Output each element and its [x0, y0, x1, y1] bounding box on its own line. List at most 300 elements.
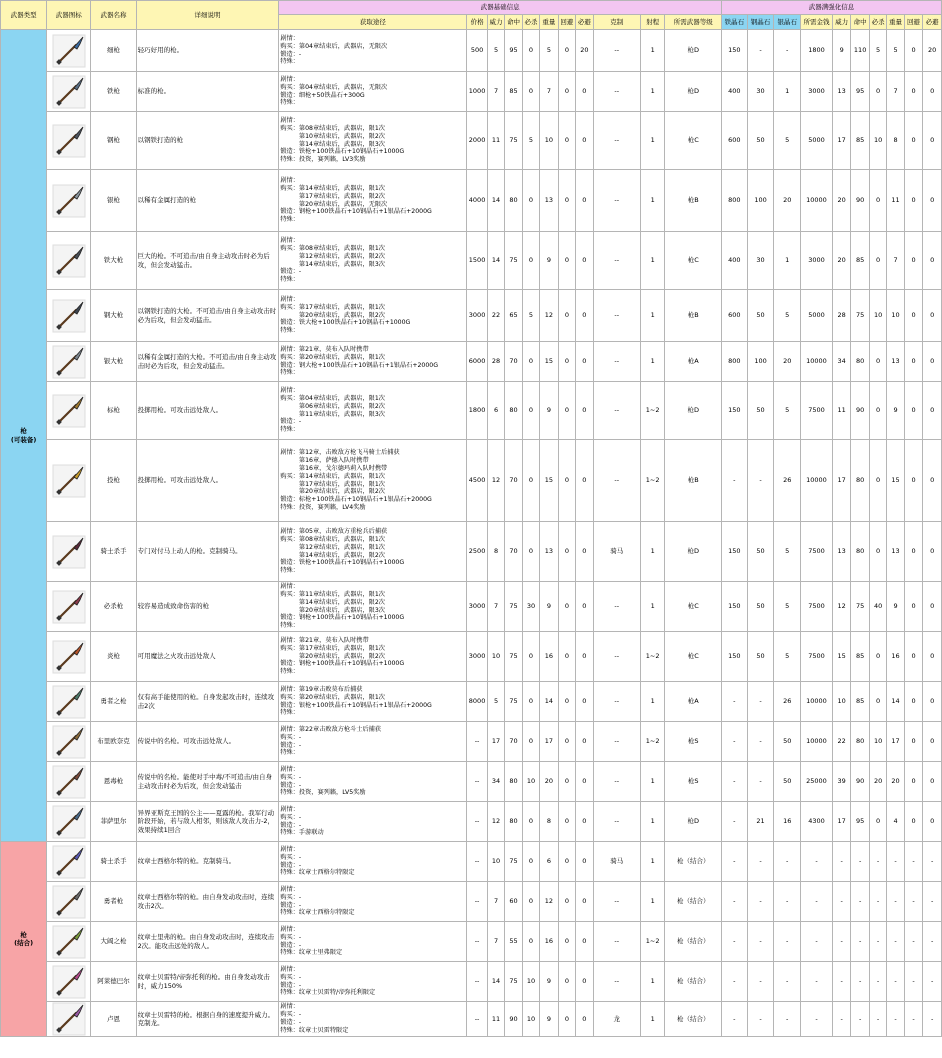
stat-f-hit: 75	[851, 582, 869, 632]
stat-f-power: -	[832, 882, 850, 922]
stat-f-crit: 10	[869, 112, 886, 170]
stat-rank: 枪（结合）	[665, 1002, 722, 1037]
header-f-evade: 回避	[904, 15, 922, 30]
header-f-crit-evade: 必避	[923, 15, 942, 30]
weapon-name: 必杀枪	[91, 582, 136, 632]
weapon-name: 勇者枪	[91, 882, 136, 922]
stat-f-crit: -	[869, 962, 886, 1002]
weapon-obtain-method: 剧情： 购买：第14章结束后，武器店，限1次 第17章结束后，武器店，限2次 第20章结束后，武器店，无限次 锻造：钢枪+100铁晶石+10钢晶石+1银晶石+2000G 特殊：	[279, 170, 467, 232]
stat-f-crit-evade: 0	[923, 722, 942, 762]
stat-f-crit: 0	[869, 72, 886, 112]
stat-price: 3000	[467, 632, 488, 682]
stat-evade: 0	[558, 682, 575, 722]
weapon-name: 卢恩	[91, 1002, 136, 1037]
table-row	[1, 882, 942, 922]
stat-f-hit: 85	[851, 682, 869, 722]
stat-f-power: 13	[832, 522, 850, 582]
stat-silver: 5	[774, 582, 801, 632]
stat-crit: 0	[522, 722, 539, 762]
stat-crit: 10	[522, 1002, 539, 1037]
weapon-obtain-method: 剧情： 购买：- 锻造：- 特殊：手游联动	[279, 802, 467, 842]
stat-f-weight: -	[887, 882, 904, 922]
stat-f-crit: 10	[869, 722, 886, 762]
stat-f-power: -	[832, 1002, 850, 1037]
stat-crit-evade: 0	[576, 382, 593, 440]
stat-counter: --	[593, 290, 640, 342]
stat-f-hit: 80	[851, 522, 869, 582]
stat-gold: -	[801, 1002, 833, 1037]
stat-f-crit-evade: 0	[923, 440, 942, 522]
stat-gold: -	[801, 962, 833, 1002]
stat-weight: 20	[540, 762, 558, 802]
lance-icon	[47, 882, 91, 922]
stat-iron: 800	[722, 342, 748, 382]
header-iron: 铁晶石	[722, 15, 748, 30]
stat-evade: 0	[558, 882, 575, 922]
stat-f-evade: 0	[904, 30, 922, 72]
stat-silver: 5	[774, 522, 801, 582]
weapon-description: 以稀有金属打造的枪	[136, 170, 279, 232]
stat-weight: 14	[540, 682, 558, 722]
table-row	[1, 682, 942, 722]
stat-f-power: 22	[832, 722, 850, 762]
lance-icon	[47, 682, 91, 722]
weapon-obtain-method: 剧情： 购买：- 锻造：- 特殊：纹章士西格尔特限定	[279, 842, 467, 882]
stat-rank: 枪C	[665, 232, 722, 290]
stat-price: --	[467, 882, 488, 922]
lance-icon	[47, 382, 91, 440]
table-row	[1, 722, 942, 762]
stat-gold: 10000	[801, 170, 833, 232]
weapon-obtain-method: 剧情： 购买：第04章结束后，武器店，无限次 锻造：细枪+50铁晶石+300G 特殊：	[279, 72, 467, 112]
stat-f-weight: -	[887, 922, 904, 962]
stat-weight: 5	[540, 30, 558, 72]
stat-f-power: 39	[832, 762, 850, 802]
stat-f-evade: 0	[904, 232, 922, 290]
stat-f-weight: 13	[887, 342, 904, 382]
stat-power: 14	[487, 232, 504, 290]
lance-icon	[47, 582, 91, 632]
stat-f-hit: 95	[851, 72, 869, 112]
stat-crit-evade: 0	[576, 112, 593, 170]
stat-evade: 0	[558, 112, 575, 170]
stat-f-crit-evade: 0	[923, 290, 942, 342]
stat-f-evade: 0	[904, 802, 922, 842]
stat-weight: 13	[540, 170, 558, 232]
weapon-name: 恩毒枪	[91, 762, 136, 802]
stat-crit: 0	[522, 882, 539, 922]
stat-f-hit: 90	[851, 170, 869, 232]
stat-range: 1	[640, 290, 665, 342]
weapon-name: 细枪	[91, 30, 136, 72]
weapon-type-cell: 枪 (可装备)	[1, 30, 47, 842]
header-f-crit: 必杀	[869, 15, 886, 30]
stat-evade: 0	[558, 440, 575, 522]
stat-hit: 80	[505, 802, 522, 842]
stat-f-crit: 0	[869, 682, 886, 722]
stat-power: 7	[487, 882, 504, 922]
lance-icon	[47, 632, 91, 682]
stat-f-crit-evade: -	[923, 922, 942, 962]
stat-f-hit: -	[851, 962, 869, 1002]
header-desc: 详细说明	[136, 1, 279, 30]
stat-range: 1	[640, 962, 665, 1002]
stat-range: 1	[640, 1002, 665, 1037]
table-row	[1, 290, 942, 342]
weapon-name: 骑士杀手	[91, 842, 136, 882]
stat-steel: 30	[747, 72, 774, 112]
stat-counter: --	[593, 382, 640, 440]
stat-silver: 5	[774, 632, 801, 682]
lance-icon	[47, 232, 91, 290]
stat-power: 17	[487, 722, 504, 762]
weapon-description: 传说中的名枪。能使对手中毒/不可追击/由自身主动攻击时必为后攻，但会发动猛击	[136, 762, 279, 802]
stat-evade: 0	[558, 762, 575, 802]
stat-steel: 100	[747, 170, 774, 232]
stat-f-weight: 9	[887, 582, 904, 632]
stat-price: 2000	[467, 112, 488, 170]
stat-counter: --	[593, 440, 640, 522]
header-f-hit: 命中	[851, 15, 869, 30]
stat-iron: 150	[722, 582, 748, 632]
weapon-obtain-method: 剧情： 购买：第17章结束后，武器店，限1次 第20章结束后，武器店，限2次 锻造：铁大枪+100铁晶石+10钢晶石+1000G 特殊：	[279, 290, 467, 342]
stat-silver: 26	[774, 682, 801, 722]
stat-power: 12	[487, 440, 504, 522]
stat-f-crit: 10	[869, 290, 886, 342]
stat-range: 1	[640, 72, 665, 112]
stat-f-power: -	[832, 842, 850, 882]
weapon-description: 较容易造成致命伤害的枪	[136, 582, 279, 632]
stat-hit: 70	[505, 342, 522, 382]
weapon-description: 纹章士西格尔特的枪。由自身发动攻击时，连续攻击2次。	[136, 882, 279, 922]
stat-f-evade: 0	[904, 72, 922, 112]
stat-silver: -	[774, 30, 801, 72]
stat-steel: 50	[747, 582, 774, 632]
stat-price: 1500	[467, 232, 488, 290]
stat-counter: --	[593, 30, 640, 72]
stat-weight: 12	[540, 882, 558, 922]
stat-crit-evade: 0	[576, 882, 593, 922]
stat-steel: -	[747, 1002, 774, 1037]
stat-range: 1	[640, 762, 665, 802]
stat-steel: 50	[747, 290, 774, 342]
stat-f-evade: 0	[904, 112, 922, 170]
weapon-description: 仅有高手能使用的枪。自身发起攻击时，连续攻击2次	[136, 682, 279, 722]
stat-f-weight: 7	[887, 232, 904, 290]
stat-crit-evade: 0	[576, 290, 593, 342]
stat-f-hit: 80	[851, 440, 869, 522]
stat-range: 1~2	[640, 382, 665, 440]
stat-weight: 13	[540, 522, 558, 582]
header-type: 武器类型	[1, 1, 47, 30]
table-row	[1, 842, 942, 882]
stat-range: 1	[640, 882, 665, 922]
stat-f-power: 17	[832, 440, 850, 522]
weapon-name: 钢枪	[91, 112, 136, 170]
stat-range: 1	[640, 30, 665, 72]
stat-crit-evade: 0	[576, 682, 593, 722]
stat-f-evade: 0	[904, 722, 922, 762]
stat-f-weight: 17	[887, 722, 904, 762]
lance-icon	[47, 440, 91, 522]
stat-iron: 400	[722, 72, 748, 112]
header-power: 威力	[487, 15, 504, 30]
weapon-description: 以钢铁打造的枪	[136, 112, 279, 170]
stat-crit-evade: 0	[576, 1002, 593, 1037]
stat-gold: 10000	[801, 440, 833, 522]
weapon-type-cell: 枪 (结合)	[1, 842, 47, 1037]
stat-steel: -	[747, 842, 774, 882]
stat-f-crit: 5	[869, 30, 886, 72]
stat-price: 4000	[467, 170, 488, 232]
stat-weight: 17	[540, 722, 558, 762]
stat-price: 3000	[467, 582, 488, 632]
stat-f-hit: 80	[851, 342, 869, 382]
stat-crit: 5	[522, 290, 539, 342]
stat-hit: 75	[505, 232, 522, 290]
stat-rank: 枪（结合）	[665, 962, 722, 1002]
stat-crit-evade: 0	[576, 342, 593, 382]
weapon-description: 异界亚斯克王国的公主——夏露的枪。我军行动阶段开始，若与敌人相邻，则该敌人攻击力-2，效果持续1回合	[136, 802, 279, 842]
stat-power: 5	[487, 30, 504, 72]
lance-icon	[47, 922, 91, 962]
stat-range: 1~2	[640, 722, 665, 762]
stat-f-weight: 10	[887, 290, 904, 342]
stat-steel: 30	[747, 232, 774, 290]
stat-weight: 9	[540, 1002, 558, 1037]
stat-iron: 150	[722, 382, 748, 440]
stat-f-crit-evade: -	[923, 882, 942, 922]
stat-crit: 0	[522, 170, 539, 232]
stat-f-weight: -	[887, 1002, 904, 1037]
stat-counter: --	[593, 632, 640, 682]
header-f-power: 威力	[832, 15, 850, 30]
stat-crit: 5	[522, 112, 539, 170]
stat-price: 4500	[467, 440, 488, 522]
stat-counter: --	[593, 962, 640, 1002]
stat-steel: -	[747, 30, 774, 72]
stat-f-power: 17	[832, 112, 850, 170]
stat-rank: 枪A	[665, 342, 722, 382]
stat-weight: 8	[540, 802, 558, 842]
stat-f-weight: 8	[887, 112, 904, 170]
weapon-name: 骑士杀手	[91, 522, 136, 582]
stat-f-power: 12	[832, 582, 850, 632]
weapon-obtain-method: 剧情：第19章击败莫布后捕获 购买：第20章结束后，武器店，限1次 锻造：银枪+100铁晶石+10钢晶石+1银晶石+2000G 特殊：	[279, 682, 467, 722]
stat-f-evade: 0	[904, 522, 922, 582]
stat-price: 1000	[467, 72, 488, 112]
stat-f-crit: 0	[869, 632, 886, 682]
weapon-name: 阿莱德巴尔	[91, 962, 136, 1002]
stat-power: 7	[487, 922, 504, 962]
stat-weight: 9	[540, 232, 558, 290]
stat-f-power: -	[832, 922, 850, 962]
stat-f-power: 10	[832, 682, 850, 722]
stat-range: 1	[640, 342, 665, 382]
stat-weight: 6	[540, 842, 558, 882]
stat-gold: 25000	[801, 762, 833, 802]
stat-gold: 1800	[801, 30, 833, 72]
stat-counter: --	[593, 762, 640, 802]
stat-crit: 0	[522, 682, 539, 722]
header-icon: 武器图标	[47, 1, 91, 30]
stat-iron: -	[722, 922, 748, 962]
header-steel: 钢晶石	[747, 15, 774, 30]
stat-price: --	[467, 842, 488, 882]
stat-f-power: 28	[832, 290, 850, 342]
stat-weight: 15	[540, 342, 558, 382]
stat-evade: 0	[558, 582, 575, 632]
stat-price: --	[467, 1002, 488, 1037]
stat-f-crit: -	[869, 1002, 886, 1037]
stat-weight: 9	[540, 382, 558, 440]
header-weight: 重量	[540, 15, 558, 30]
stat-f-weight: 20	[887, 762, 904, 802]
weapon-description: 纹章士西格尔特的枪。克制骑马。	[136, 842, 279, 882]
stat-steel: -	[747, 440, 774, 522]
stat-crit: 10	[522, 762, 539, 802]
stat-silver: 1	[774, 232, 801, 290]
stat-crit-evade: 0	[576, 582, 593, 632]
weapon-obtain-method: 剧情：第22章击败敌方枪斗士后捕获 购买：- 锻造：- 特殊：	[279, 722, 467, 762]
weapon-name: 大阔之枪	[91, 922, 136, 962]
header-gold: 所需金钱	[801, 15, 833, 30]
weapon-name: 铁枪	[91, 72, 136, 112]
stat-crit: 0	[522, 922, 539, 962]
stat-rank: 枪（结合）	[665, 922, 722, 962]
stat-silver: 5	[774, 290, 801, 342]
stat-gold: 5000	[801, 112, 833, 170]
stat-power: 34	[487, 762, 504, 802]
stat-silver: 5	[774, 382, 801, 440]
stat-f-crit-evade: 0	[923, 632, 942, 682]
stat-hit: 75	[505, 842, 522, 882]
stat-rank: 枪（结合）	[665, 842, 722, 882]
stat-steel: -	[747, 882, 774, 922]
stat-power: 10	[487, 632, 504, 682]
stat-crit-evade: 0	[576, 722, 593, 762]
weapon-obtain-method: 剧情： 购买：- 锻造：- 特殊：纹章士贝雷特限定	[279, 1002, 467, 1037]
stat-silver: 16	[774, 802, 801, 842]
table-row	[1, 632, 942, 682]
table-row	[1, 1002, 942, 1037]
weapon-obtain-method: 剧情：第12章，击败敌方枪飞马骑士后捕获 第16章，萨德入队时携带 第16章，戈尔德玛莉入队时携带 购买：第14章结束后，武器店，限1次 第17章结束后，武器店，限1次 第20章结束后，武器店，限2次 锻造：标枪+100铁晶石+10钢晶石+1银晶石+2000G 特殊：投资，赛列籁，LV4奖励	[279, 440, 467, 522]
stat-weight: 9	[540, 962, 558, 1002]
table-row	[1, 440, 942, 522]
weapon-obtain-method: 剧情： 购买：第04章结束后，武器店，限1次 第06章结束后，武器店，限2次 第11章结束后，武器店，限3次 锻造：- 特殊：	[279, 382, 467, 440]
stat-price: 2500	[467, 522, 488, 582]
lance-icon	[47, 30, 91, 72]
lance-icon	[47, 170, 91, 232]
stat-f-weight: 11	[887, 170, 904, 232]
weapon-name: 投枪	[91, 440, 136, 522]
stat-hit: 80	[505, 762, 522, 802]
stat-iron: -	[722, 762, 748, 802]
table-row	[1, 170, 942, 232]
stat-hit: 60	[505, 882, 522, 922]
stat-range: 1	[640, 522, 665, 582]
stat-counter: --	[593, 882, 640, 922]
stat-silver: -	[774, 842, 801, 882]
stat-iron: 400	[722, 232, 748, 290]
stat-iron: 600	[722, 290, 748, 342]
header-forge-group: 武器满强化信息	[722, 1, 942, 15]
stat-f-power: 9	[832, 30, 850, 72]
header-hit: 命中	[505, 15, 522, 30]
stat-f-crit: 0	[869, 382, 886, 440]
weapon-description: 纹章士贝雷特/帝弥托利的枪。由自身发动攻击时，威力150%	[136, 962, 279, 1002]
stat-evade: 0	[558, 72, 575, 112]
weapon-table-body	[1, 30, 942, 1037]
stat-counter: 龙	[593, 1002, 640, 1037]
stat-crit: 0	[522, 30, 539, 72]
stat-iron: -	[722, 842, 748, 882]
stat-f-crit-evade: 0	[923, 682, 942, 722]
header-f-weight: 重量	[887, 15, 904, 30]
stat-f-hit: 90	[851, 762, 869, 802]
stat-power: 6	[487, 382, 504, 440]
weapon-description: 纹章士里弗的枪。由自身发动攻击时，连续攻击2次。能攻击远处的敌人。	[136, 922, 279, 962]
weapon-description: 以稀有金属打造的大枪。不可追击/由自身主动攻击时必为后攻，但会发动猛击。	[136, 342, 279, 382]
stat-f-crit-evade: 0	[923, 112, 942, 170]
stat-hit: 75	[505, 962, 522, 1002]
stat-iron: -	[722, 882, 748, 922]
stat-weight: 16	[540, 632, 558, 682]
stat-crit: 0	[522, 802, 539, 842]
stat-range: 1	[640, 682, 665, 722]
stat-f-weight: 16	[887, 632, 904, 682]
stat-crit-evade: 0	[576, 522, 593, 582]
stat-counter: 骑马	[593, 522, 640, 582]
stat-crit-evade: 0	[576, 440, 593, 522]
weapon-description: 投掷用枪。可攻击远处敌人。	[136, 382, 279, 440]
stat-crit-evade: 0	[576, 802, 593, 842]
lance-icon	[47, 290, 91, 342]
stat-weight: 7	[540, 72, 558, 112]
stat-f-evade: -	[904, 922, 922, 962]
stat-power: 7	[487, 72, 504, 112]
stat-power: 14	[487, 170, 504, 232]
stat-f-crit-evade: 0	[923, 232, 942, 290]
stat-steel: -	[747, 722, 774, 762]
stat-crit: 0	[522, 522, 539, 582]
stat-f-power: 20	[832, 170, 850, 232]
stat-rank: 枪S	[665, 762, 722, 802]
stat-gold: 3000	[801, 232, 833, 290]
stat-range: 1~2	[640, 440, 665, 522]
stat-iron: -	[722, 962, 748, 1002]
stat-gold: 7500	[801, 382, 833, 440]
stat-rank: 枪（结合）	[665, 882, 722, 922]
stat-iron: 600	[722, 112, 748, 170]
stat-gold: 7500	[801, 632, 833, 682]
stat-f-evade: 0	[904, 342, 922, 382]
stat-counter: --	[593, 682, 640, 722]
stat-f-power: -	[832, 962, 850, 1002]
header-evade: 回避	[558, 15, 575, 30]
stat-f-evade: -	[904, 962, 922, 1002]
stat-f-crit: 40	[869, 582, 886, 632]
weapon-description: 专门对付马上动人的枪。克制骑马。	[136, 522, 279, 582]
stat-silver: -	[774, 882, 801, 922]
table-row	[1, 342, 942, 382]
stat-hit: 75	[505, 112, 522, 170]
stat-evade: 0	[558, 522, 575, 582]
weapon-obtain-method: 剧情：第05章，击败敌方重枪兵后捕获 购买：第08章结束后，武器店，限1次 第12章结束后，武器店，限1次 第14章结束后，武器店，限2次 锻造：铁枪+100铁晶石+10钢晶石+1000G 特殊：	[279, 522, 467, 582]
table-row	[1, 232, 942, 290]
lance-icon	[47, 72, 91, 112]
stat-rank: 枪C	[665, 582, 722, 632]
